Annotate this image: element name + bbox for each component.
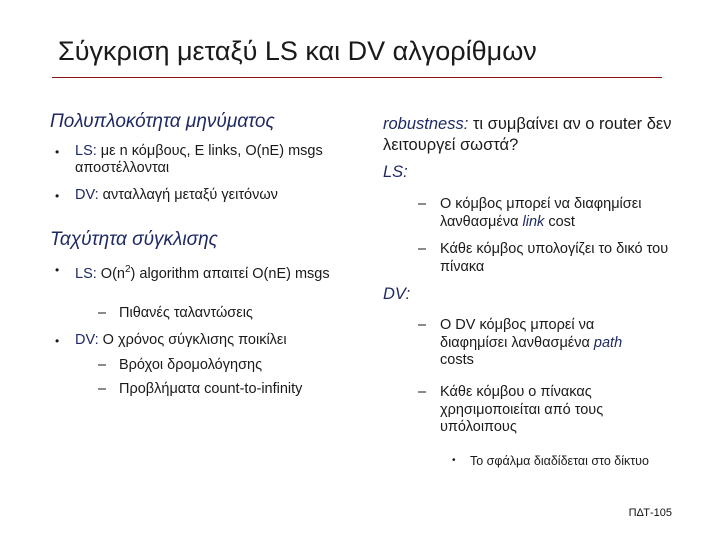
item-text-pre: Ο κόμβος μπορεί να διαφημίσει λανθασμένα [440,196,642,230]
dash-marker: – [98,357,107,373]
bullet-ls-convergence [75,261,360,283]
dash-marker: – [418,317,427,333]
ls-label: LS: [383,163,408,181]
text-post: ) algorithm απαιτεί O(nE) msgs [130,265,330,282]
bullet-tag: DV: [75,187,99,203]
heading-convergence-speed: Ταχύτητα σύγκλισης [50,229,218,250]
item-text-pre: Κάθε κόμβου ο πίνακας χρησιμοποιείται από τους υπόλοιπους [440,384,604,435]
dash-marker: – [98,381,107,397]
robustness-question [383,114,683,156]
page-number: ΠΔΤ-105 [628,507,672,519]
bullet-marker: • [55,263,60,277]
dash-marker: – [418,384,427,400]
title-underline [52,77,662,78]
item-text-post: cost [544,213,575,230]
dv-label: DV: [383,285,411,303]
dv-error-propagates: Το σφάλμα διαδίδεται στο δίκτυο [470,454,649,468]
bullet-text: με n κόμβους, E links, O(nE) msgs αποστέλλονται [75,143,323,176]
dash-marker: – [98,305,107,321]
bullet-ls-complexity [75,143,375,177]
bullet-marker: • [55,145,60,159]
bullet-dv-convergence [75,332,375,349]
item-text-pre: Ο DV κόμβος μπορεί να διαφημίσει λανθασμένα [440,317,595,351]
sub-bullet-oscillations: Πιθανές ταλαντώσεις [119,305,253,321]
bullet-dv-complexity [75,187,375,204]
sub-bullet-marker: • [452,455,456,466]
item-text-pre: Κάθε κόμβος υπολογίζει το δικό του πίνακα [440,241,669,275]
bullet-text: Ο χρόνος σύγκλισης ποικίλει [98,332,287,348]
sub-bullet-count-to-infinity: Προβλήματα count-to-infinity [119,381,303,397]
text-pre: O(n [96,265,125,282]
superscript: 2 [124,264,131,275]
item-text-post: costs [440,352,474,368]
ls-item-link-cost [440,196,685,231]
bullet-tag: LS: [75,143,97,159]
heading-message-complexity: Πολυπλοκότητα μηνύματος [50,111,275,132]
ls-item-own-table [440,241,685,276]
robustness-tag: robustness: [383,115,469,133]
bullet-tag: DV: [75,332,99,348]
bullet-tag: LS: [75,265,97,282]
bullet-text: ανταλλαγή μεταξύ γειτόνων [98,187,278,203]
sub-bullet-routing-loops: Βρόχοι δρομολόγησης [119,357,263,373]
dash-marker: – [418,241,427,257]
robustness-text: τι συμβαίνει αν ο router δεν λειτουργεί σωστά? [383,115,672,154]
bullet-marker: • [55,334,60,348]
slide-title: Σύγκριση μεταξύ LS και DV αλγορίθμων [58,36,537,66]
dash-marker: – [418,196,427,212]
item-text-em: link [522,213,545,230]
bullet-marker: • [55,189,60,203]
dv-item-table-used [440,384,660,437]
item-text-em: path [593,334,623,351]
dv-item-path-cost [440,317,655,370]
